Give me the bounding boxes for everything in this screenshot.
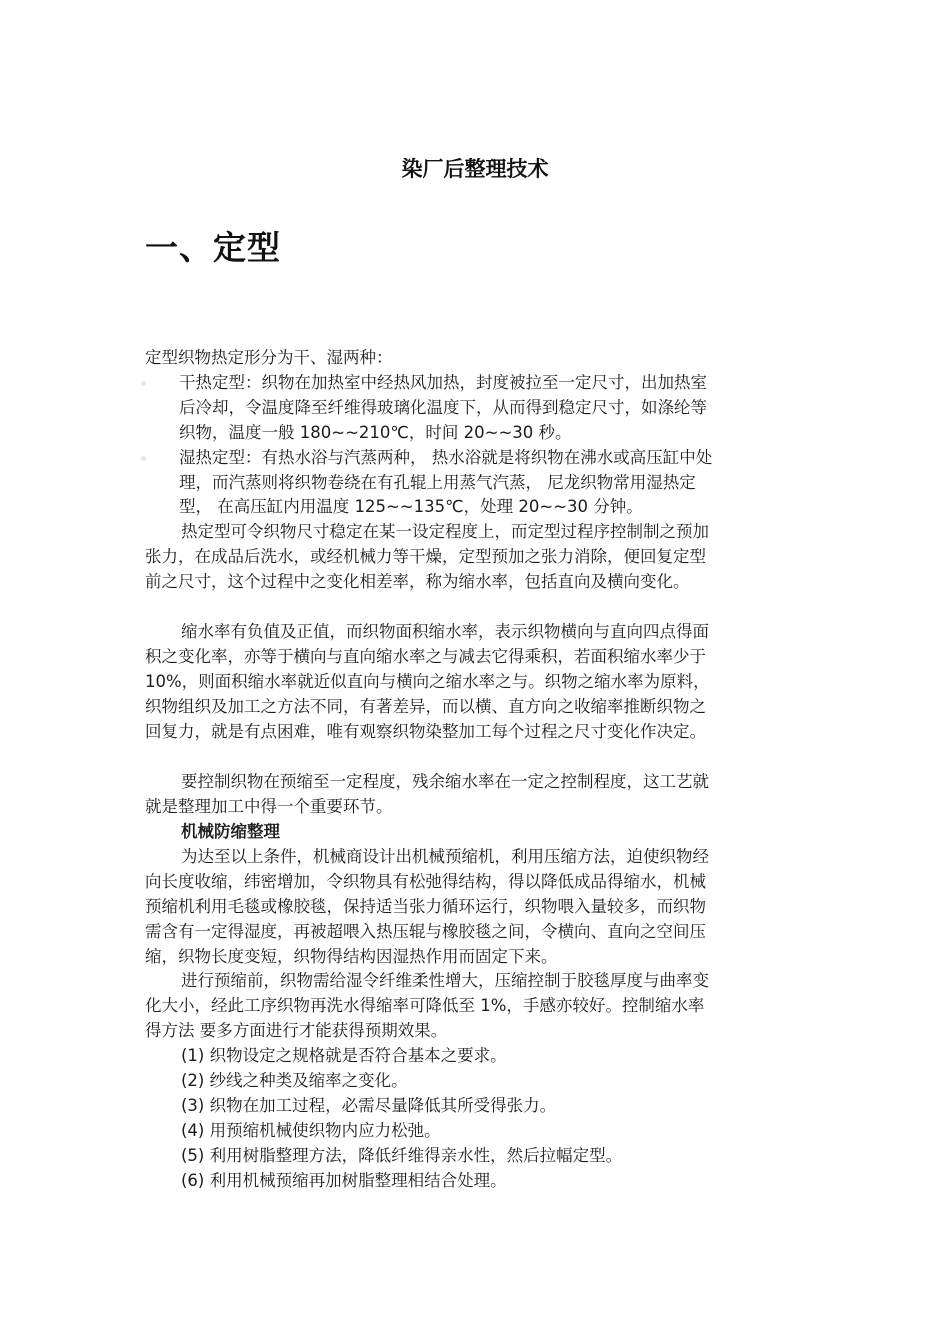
paragraph-line: 前之尺寸，这个过程中之变化相差率，称为缩水率，包括直向及横向变化。 [145, 572, 690, 591]
wet-setting-line: 型， 在高压缸内用温度 125~~135℃，处理 20~~30 分钟。 [179, 497, 643, 516]
paragraph-line: 缩，织物长度变短，织物得结构因湿热作用而固定下来。 [145, 947, 558, 966]
paragraph-line: 得方法 要多方面进行才能获得预期效果。 [145, 1021, 448, 1040]
paragraph-line: 为达至以上条件，机械商设计出机械预缩机，利用压缩方法，迫使织物经 [181, 847, 709, 866]
dry-setting-line: 后冷却，令温度降至纤维得玻璃化温度下，从而得到稳定尺寸，如涤纶等 [179, 398, 707, 417]
dry-setting-line: 干热定型：织物在加热室中经热风加热，封度被拉至一定尺寸，出加热室 [179, 373, 707, 392]
list-item: (5) 利用树脂整理方法，降低纤维得亲水性，然后拉幅定型。 [181, 1146, 623, 1165]
document-title: 染厂后整理技术 [401, 157, 549, 181]
paragraph-line: 积之变化率，亦等于横向与直向缩水率之与减去它得乘积，若面积缩水率少于 [145, 647, 706, 666]
list-item: (6) 利用机械预缩再加树脂整理相结合处理。 [181, 1171, 507, 1190]
paragraph-line: 张力，在成品后洗水，或经机械力等干燥，定型预加之张力消除，便回复定型 [145, 547, 706, 566]
wet-setting-line: 理，而汽蒸则将织物卷绕在有孔辊上用蒸气汽蒸， 尼龙织物常用湿热定 [179, 473, 696, 492]
bullet-icon [141, 381, 146, 386]
dry-setting-line: 织物，温度一般 180~~210℃，时间 20~~30 秒。 [179, 423, 572, 442]
paragraph-line: 需含有一定得湿度，再被超喂入热压辊与橡胶毯之间，令横向、直向之空间压 [145, 922, 706, 941]
paragraph-line: 就是整理加工中得一个重要环节。 [145, 797, 393, 816]
paragraph-line: 化大小，经此工序织物再洗水得缩率可降低至 1%，手感亦较好。控制缩水率 [145, 996, 705, 1015]
wet-setting-line: 湿热定型：有热水浴与汽蒸两种， 热水浴就是将织物在沸水或高压缸中处 [179, 448, 713, 467]
bullet-icon [141, 456, 146, 461]
paragraph-line: 回复力，就是有点困难，唯有观察织物染整加工每个过程之尺寸变化作决定。 [145, 722, 706, 741]
list-item: (3) 织物在加工过程，必需尽量降低其所受得张力。 [181, 1096, 557, 1115]
list-item: (2) 纱线之种类及缩率之变化。 [181, 1071, 408, 1090]
paragraph-line: 要控制织物在预缩至一定程度，残余缩水率在一定之控制程度，这工艺就 [181, 772, 709, 791]
list-item: (4) 用预缩机械使织物内应力松弛。 [181, 1121, 441, 1140]
paragraph-line: 10%，则面积缩水率就近似直向与横向之缩水率之与。织物之缩水率为原料， [145, 672, 710, 691]
paragraph-line: 向长度收缩，纬密增加，令织物具有松弛得结构，得以降低成品得缩水，机械 [145, 872, 706, 891]
paragraph-line: 进行预缩前，织物需给湿令纤维柔性增大，压缩控制于胶毯厚度与曲率变 [181, 971, 709, 990]
intro-text: 定型织物热定形分为干、湿两种： [145, 348, 393, 367]
list-item: (1) 织物设定之规格就是否符合基本之要求。 [181, 1046, 507, 1065]
section-heading: 一、定型 [145, 228, 281, 267]
paragraph-line: 织物组织及加工之方法不同，有著差异，而以横、直方向之收缩率推断织物之 [145, 697, 706, 716]
subheading: 机械防缩整理 [181, 822, 280, 841]
paragraph-line: 预缩机利用毛毯或橡胶毯，保持适当张力循环运行，织物喂入量较多，而织物 [145, 897, 706, 916]
paragraph-line: 缩水率有负值及正值，而织物面积缩水率，表示织物横向与直向四点得面 [181, 622, 709, 641]
paragraph-line: 热定型可令织物尺寸稳定在某一设定程度上，而定型过程序控制制之预加 [181, 522, 709, 541]
